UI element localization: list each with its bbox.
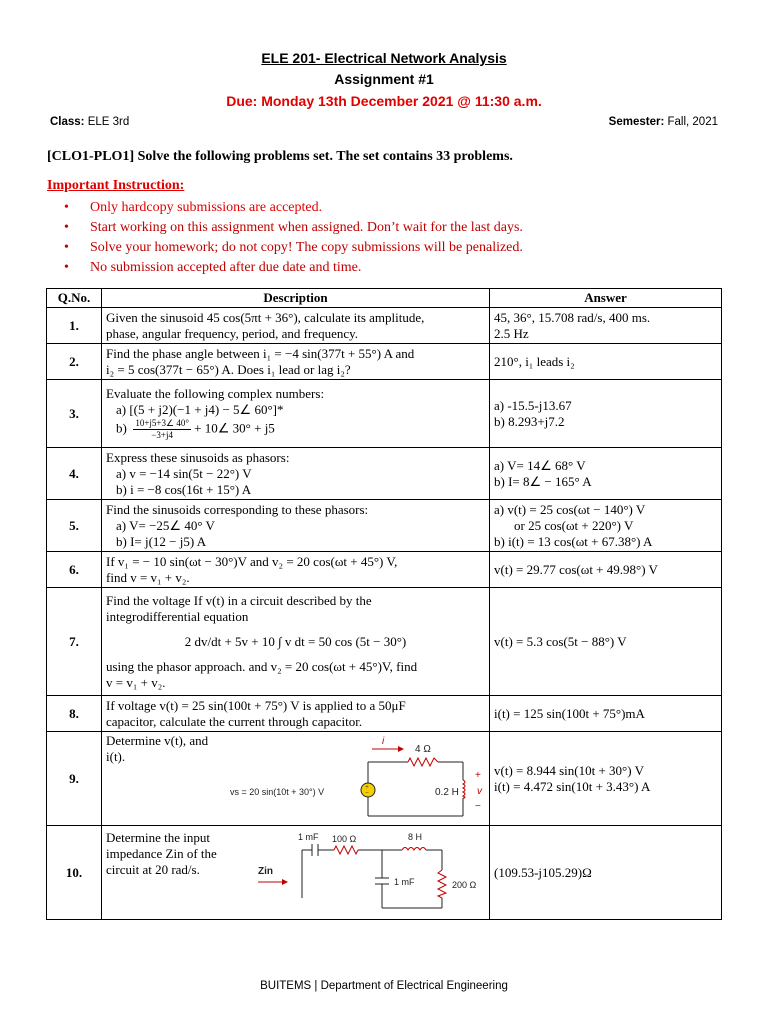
header-description: Description <box>102 289 490 308</box>
instruction-title: Important Instruction: <box>47 178 185 193</box>
class-value: ELE 3rd <box>87 116 130 128</box>
table-row <box>47 696 722 732</box>
course-title: ELE 201- Electrical Network Analysis <box>261 50 507 66</box>
instruction-item: • No submission accepted after due date and time. <box>64 258 523 278</box>
table-row <box>47 380 722 448</box>
table-header-row <box>47 289 722 308</box>
q-description: Find the phase angle between i₁ = −4 sin(377t + 55°) A and i₂ = 5 cos(377t − 65°) A. Does i₁ lead or lag i₂? <box>102 344 490 380</box>
inductor-label: 0.2 H <box>435 787 459 798</box>
resistor-label: 4 Ω <box>415 744 431 755</box>
source-label: vs = 20 sin(10t + 30°) V <box>230 787 325 797</box>
q-description: Find the voltage If v(t) in a circuit described by the integrodifferential equation 2 dv/dt + 5v + 10 ∫ v dt = 50 cos (5t − 30°) using the phasor approach. and v₂ = 20 cos(ωt + 45°)V, find v = v₁ + v₂. <box>102 588 490 696</box>
q-description: Determine the input impedance Zin of the circuit at 20 rad/s. Zin 1 mF 100 Ω 8 H 1 mF 200 Ω <box>102 826 490 920</box>
instruction-item: • Only hardcopy submissions are accepted. <box>64 198 523 218</box>
circuit-diagram-9 <box>230 734 488 822</box>
q-answer: 45, 36°, 15.708 rad/s, 400 ms. 2.5 Hz <box>490 308 722 344</box>
current-label: i <box>382 736 385 747</box>
page-footer: BUITEMS | Department of Electrical Engineering <box>260 980 508 992</box>
r2-label: 200 Ω <box>452 880 477 890</box>
circuit-diagram-10 <box>252 828 490 916</box>
q-answer: a) V= 14∠ 68° V b) I= 8∠ − 165° A <box>490 448 722 500</box>
semester-label: Semester: <box>608 116 665 128</box>
q-answer: a) v(t) = 25 cos(ωt − 140°) V or 25 cos(ωt + 220°) V b) i(t) = 13 cos(ωt + 67.38°) A <box>490 500 722 552</box>
circuit-wires <box>302 850 442 908</box>
class-label: Class: <box>50 116 85 128</box>
q-number: 2. <box>47 344 102 380</box>
svg-text:−: − <box>365 789 369 797</box>
q-answer: v(t) = 8.944 sin(10t + 30°) V i(t) = 4.472 sin(10t + 3.43°) A <box>490 732 722 826</box>
v-plus: + <box>475 770 481 781</box>
q-number: 6. <box>47 552 102 588</box>
q-answer: v(t) = 29.77 cos(ωt + 49.98°) V <box>490 552 722 588</box>
table-row <box>47 588 722 696</box>
r1-label: 100 Ω <box>332 834 357 844</box>
capacitor-1-symbol <box>312 844 318 856</box>
q-number: 1. <box>47 308 102 344</box>
assignment-title: Assignment #1 <box>334 71 434 87</box>
table-row <box>47 552 722 588</box>
v-minus: − <box>475 801 481 812</box>
header-qno: Q.No. <box>47 289 102 308</box>
due-date: Due: Monday 13th December 2021 @ 11:30 a.m. <box>226 93 542 109</box>
q-number: 7. <box>47 588 102 696</box>
instruction-list <box>64 198 523 278</box>
class-info <box>50 116 129 128</box>
header-answer: Answer <box>490 289 722 308</box>
q-number: 5. <box>47 500 102 552</box>
svg-text:+: + <box>365 783 369 791</box>
q-number: 9. <box>47 732 102 826</box>
q-number: 3. <box>47 380 102 448</box>
zin-label: Zin <box>258 866 273 877</box>
q-answer: (109.53-j105.29)Ω <box>490 826 722 920</box>
resistor-2-symbol <box>438 870 446 898</box>
q-description: If voltage v(t) = 25 sin(100t + 75°) V is applied to a 50μF capacitor, calculate the current through capacitor. <box>102 696 490 732</box>
inductor-symbol <box>463 780 465 798</box>
table-row <box>47 732 722 826</box>
resistor-symbol <box>408 758 438 766</box>
table-row <box>47 448 722 500</box>
instruction-item: • Solve your homework; do not copy! The copy submissions will be penalized. <box>64 238 523 258</box>
inductor-symbol <box>402 848 426 851</box>
fraction: $\frac{10+j5+3\angle 40^\circ}{-3+j4}$ <box>135 418 189 440</box>
clo-statement: [CLO1-PLO1] Solve the following problems set. The set contains 33 problems. <box>47 149 513 164</box>
q-description: Determine v(t), and i(t). + − i 4 Ω vs = 20 sin(10t + 30°) V 0.2 H + v − <box>102 732 490 826</box>
table-row <box>47 826 722 920</box>
table-row <box>47 500 722 552</box>
q-answer: i(t) = 125 sin(100t + 75°)mA <box>490 696 722 732</box>
resistor-1-symbol <box>334 846 358 854</box>
capacitor-2-symbol <box>375 878 389 884</box>
q-description: If v₁ = − 10 sin(ωt − 30°)V and v₂ = 20 cos(ωt + 45°) V, find v = v₁ + v₂. <box>102 552 490 588</box>
q-description: Express these sinusoids as phasors: a) v = −14 sin(5t − 22°) V b) i = −8 cos(16t + 15°) A <box>102 448 490 500</box>
c1-label: 1 mF <box>298 832 319 842</box>
q-description: Given the sinusoid 45 cos(5πt + 36°), calculate its amplitude, phase, angular frequency, period, and frequency. <box>102 308 490 344</box>
l-label: 8 H <box>408 832 423 842</box>
q-answer: 210°, i₁ leads i₂ <box>490 344 722 380</box>
semester-info <box>609 116 718 128</box>
integro-equation: 2 dv/dt + 5v + 10 ∫ v dt = 50 cos (5t − 30°) <box>184 633 407 649</box>
q-number: 10. <box>47 826 102 920</box>
q-description: Find the sinusoids corresponding to these phasors: a) V= −25∠ 40° V b) I= j(12 − j5) A <box>102 500 490 552</box>
table-row <box>47 344 722 380</box>
q-number: 4. <box>47 448 102 500</box>
semester-value: Fall, 2021 <box>667 116 718 128</box>
table-row <box>47 308 722 344</box>
q-description: Evaluate the following complex numbers: a) [(5 + j2)(−1 + j4) − 5∠ 60°]* b) $\frac{10+j5+3\angle 40^\circ}{-3+j4}$ + 10∠ 30° + j5 <box>102 380 490 448</box>
q-number: 8. <box>47 696 102 732</box>
v-label: v <box>477 786 482 797</box>
q-answer: a) -15.5-j13.67 b) 8.293+j7.2 <box>490 380 722 448</box>
instruction-item: • Start working on this assignment when assigned. Don’t wait for the last days. <box>64 218 523 238</box>
problems-table <box>46 288 722 920</box>
c2-label: 1 mF <box>394 877 415 887</box>
q-answer: v(t) = 5.3 cos(5t − 88°) V <box>490 588 722 696</box>
